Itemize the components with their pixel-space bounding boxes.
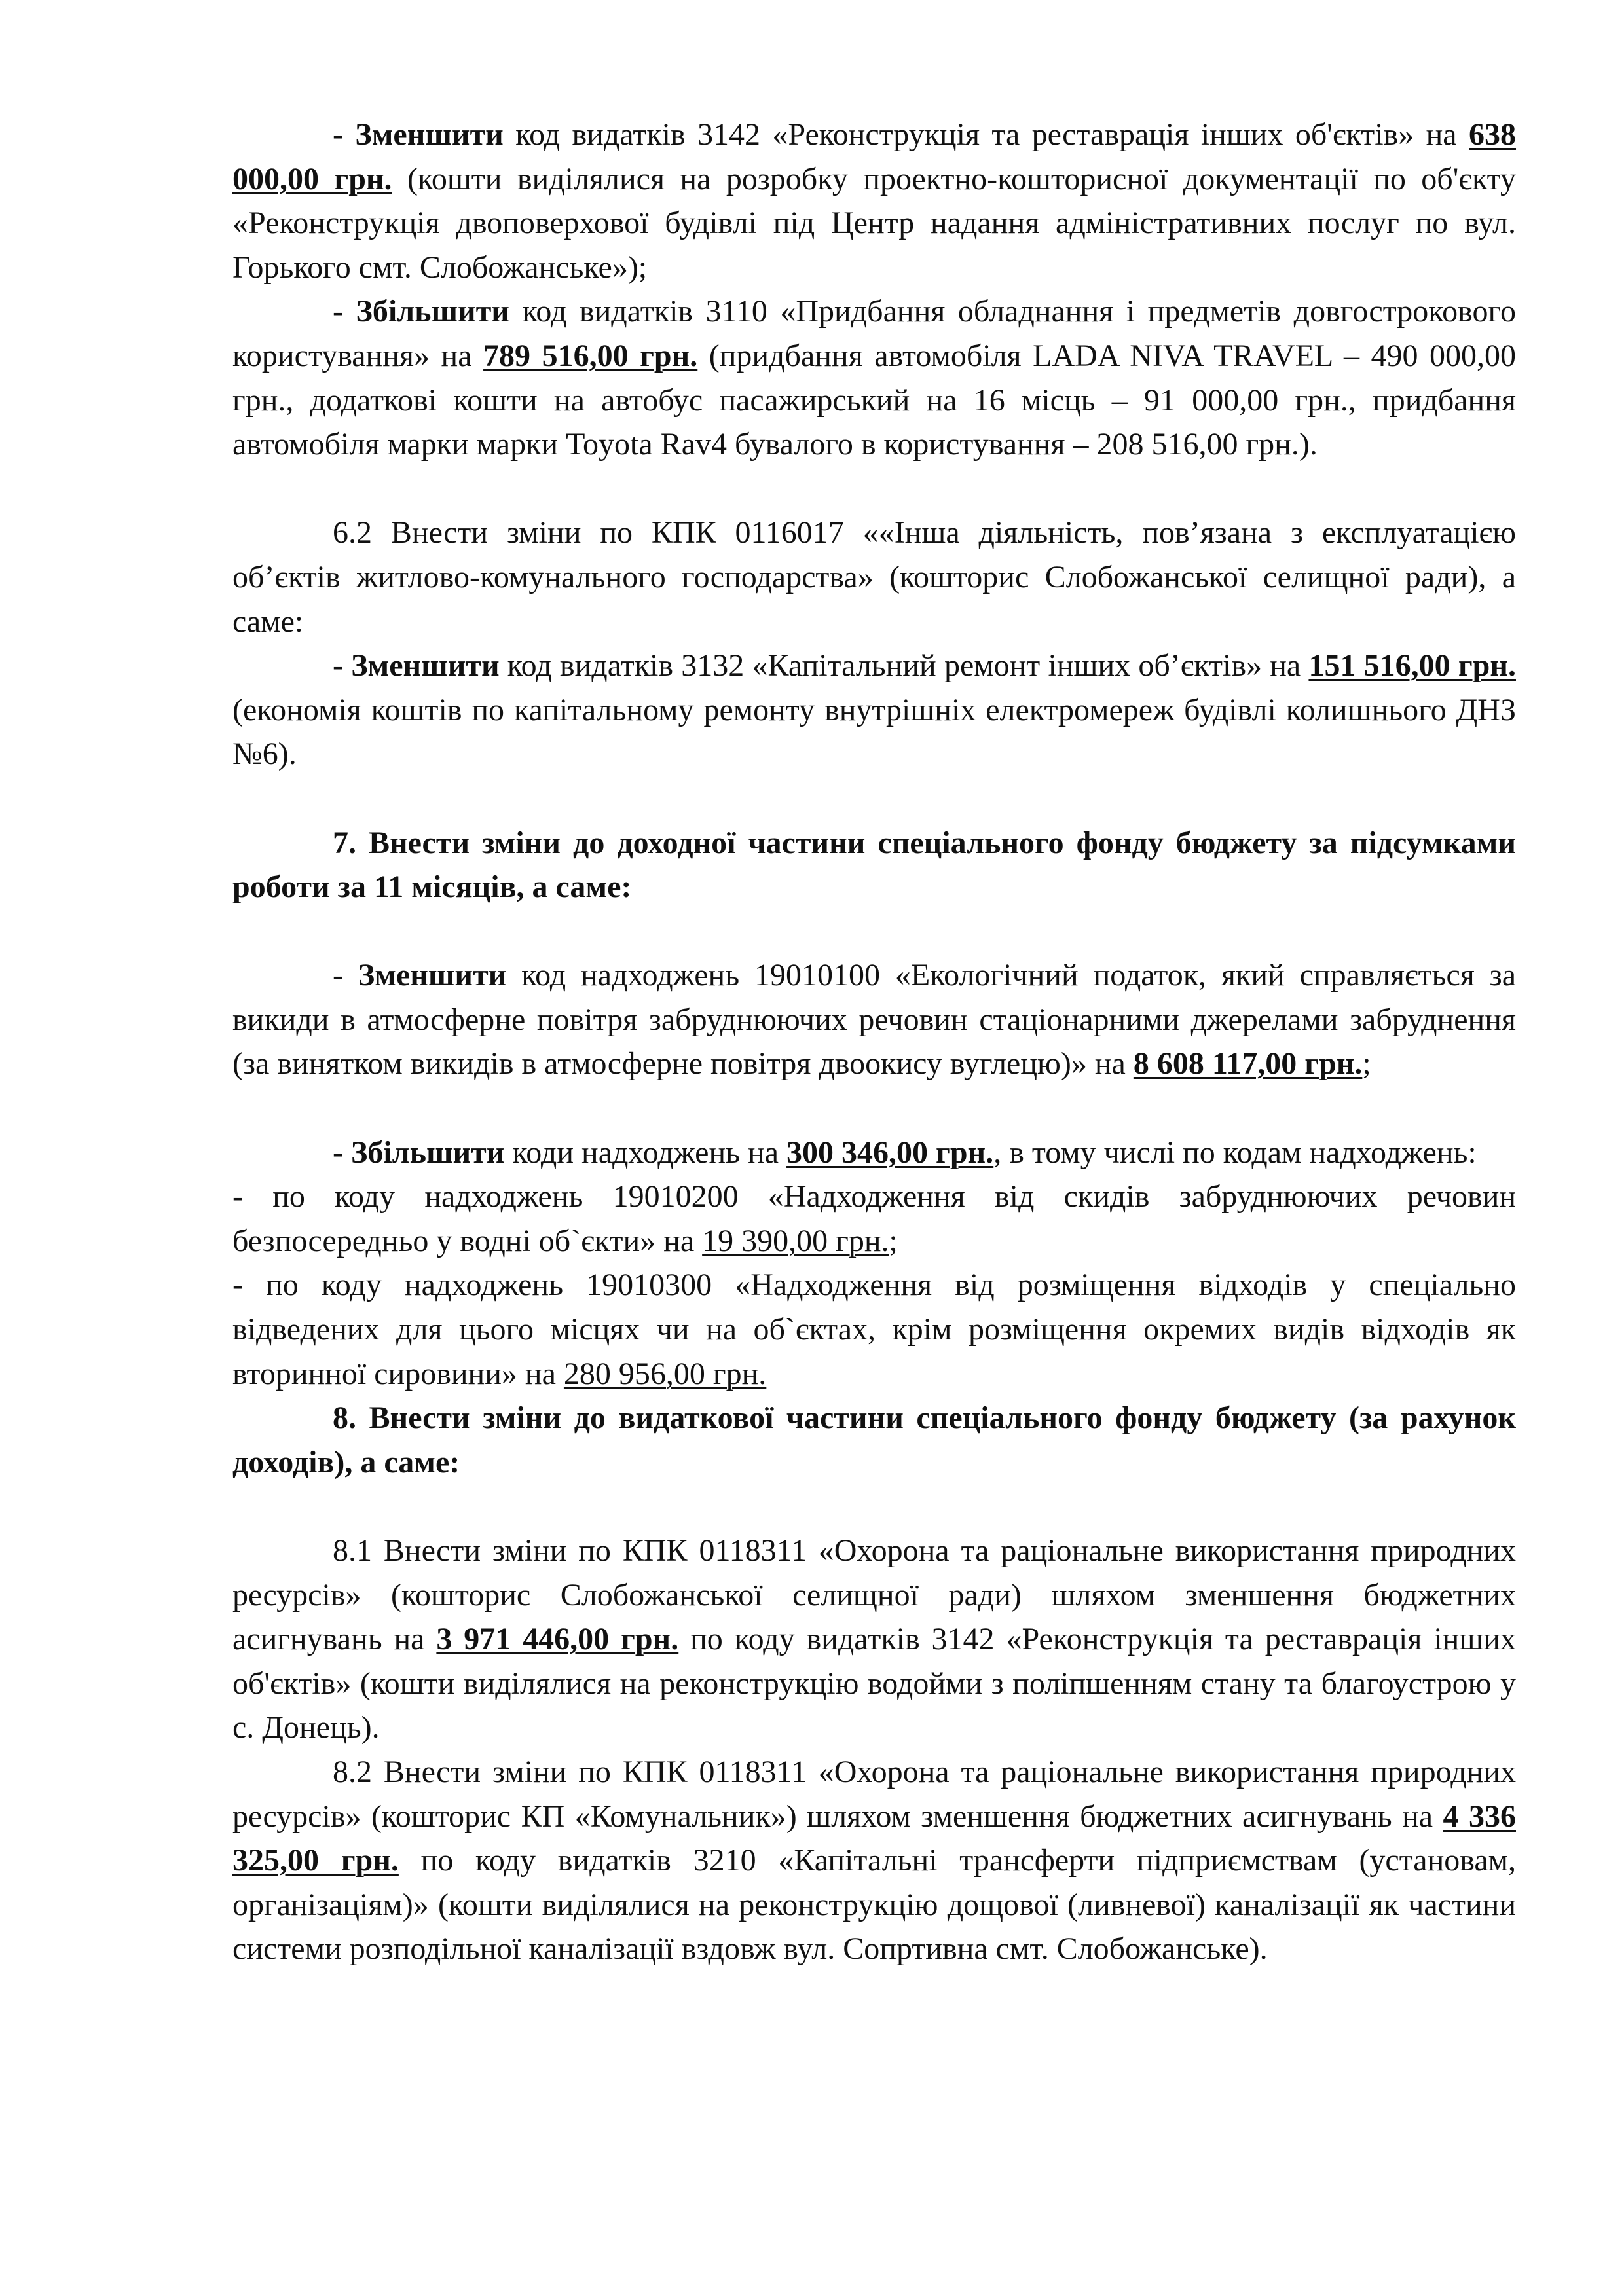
text-run: 8.1 Внести зміни по КПК 0118311 «Охорона та раціональне використання природних ресурсів» (кошторис Слобожанської селищної ради) шляхом зменшення бюджетних асигнувань на [232,1533,1516,1657]
bold-keyword: Збільшити [356,294,509,329]
text-run: - [333,117,356,152]
amount: 638 000,00 грн. [232,117,1517,196]
bold-keyword: Зменшити [351,648,500,683]
text-run: - по коду надходжень 19010200 «Надходження від скидів забруднюючих речовин безпосередньо у водні об`єкти» на [232,1179,1516,1258]
document-page [232,113,1516,1971]
text-run: ; [889,1223,898,1258]
section-heading-7: 7. Внести зміни до доходної частини спеціального фонду бюджету за підсумками роботи за 11 місяців, а саме: [232,825,1516,905]
amount: 789 516,00 грн. [483,338,698,373]
text-run: - [333,1135,351,1170]
text-run: коди надходжень на [504,1135,787,1170]
text-run: по коду видатків 3142 «Реконструкція та реставрація інших об'єктів» (кошти виділялися на реконструкцію водойми з поліпшенням стану та благоустрою у с. Донець). [232,1622,1516,1745]
section-heading-8: 8. Внести зміни до видаткової частини спеціального фонду бюджету (за рахунок доходів), а саме: [232,1400,1516,1480]
text-run: ; [1362,1046,1371,1082]
paragraph-code-19010300 [232,1263,1516,1396]
text-run: код видатків 3110 «Придбання обладнання і предметів довгострокового користування» на [232,294,1517,373]
text-run: , в тому числі по кодам надходжень: [993,1135,1477,1170]
text-run: (придбання автомобіля LADA NIVA TRAVEL – 490 000,00 грн., додаткові кошти на автобус пасажирський на 16 місць – 91 000,00 грн., придбання автомобіля марки марки Toyota Rav4 бувалого в користування – 208 516,00 грн.). [232,338,1516,462]
bold-keyword: - Зменшити [333,958,507,993]
paragraph-decrease-19010100 [232,953,1516,1086]
amount: 151 516,00 грн. [1308,648,1516,683]
paragraph-decrease-3132 [232,644,1516,776]
text-run: код видатків 3132 «Капітальний ремонт інших об’єктів» на [499,648,1309,683]
paragraph-8-2 [232,1750,1516,1971]
paragraph-increase-3110 [232,289,1516,466]
text-run: - по коду надходжень 19010300 «Надходження від розміщення відходів у спеціально відведених для цього місцях чи на об`єктах, крім розміщення окремих видів відходів як вторинної сировини» на [232,1267,1516,1391]
paragraph-6-2: 6.2 Внести зміни по КПК 0116017 ««Інша діяльність, пов’язана з експлуатацією об’єктів житлово-комунального господарства» (кошторис Слобожанської селищної ради), а саме: [232,515,1516,639]
text-run: код видатків 3142 «Реконструкція та реставрація інших об'єктів» на [503,117,1469,152]
amount: 8 608 117,00 грн. [1133,1046,1363,1082]
amount: 4 336 325,00 грн. [232,1798,1516,1878]
paragraph-code-19010200 [232,1175,1516,1263]
text-run: по коду видатків 3210 «Капітальні трансферти підприємствам (установам, організаціям)» (кошти виділялися на реконструкцію дощової (ливневої) каналізації як частини системи розподільної каналізації вздовж вул. Сопртивна смт. Слобожанське). [232,1843,1516,1967]
amount: 3 971 446,00 грн. [436,1622,679,1657]
text-run: - [333,648,352,683]
text-run: (кошти виділялися на розробку проектно-кошторисної документації по об'єкту «Реконструкція двоповерхової будівлі під Центр надання адміністративних послуг по вул. Горького смт. Слобожанське»); [232,161,1517,285]
paragraph-decrease-3142 [232,113,1516,289]
bold-keyword: Зменшити [355,117,504,152]
bold-keyword: Збільшити [350,1135,505,1170]
text-run: (економія коштів по капітальному ремонту внутрішніх електромереж будівлі колишнього ДНЗ №6). [232,692,1516,772]
amount: 300 346,00 грн. [786,1135,994,1170]
text-run: 8.2 Внести зміни по КПК 0118311 «Охорона та раціональне використання природних ресурсів» (кошторис КП «Комунальник») шляхом зменшення бюджетних асигнувань на [232,1754,1516,1834]
text-run: код надходжень 19010100 «Екологічний податок, який справляється за викиди в атмосферне повітря забруднюючих речовин стаціонарними джерелами забруднення (за винятком викидів в атмосферне повітря двоокису вуглецю)» на [232,958,1517,1082]
amount: 19 390,00 грн. [702,1223,889,1258]
paragraph-8-1 [232,1529,1516,1750]
paragraph-increase-income [232,1131,1516,1175]
text-run: - [333,294,356,329]
amount: 280 956,00 грн. [563,1356,767,1391]
